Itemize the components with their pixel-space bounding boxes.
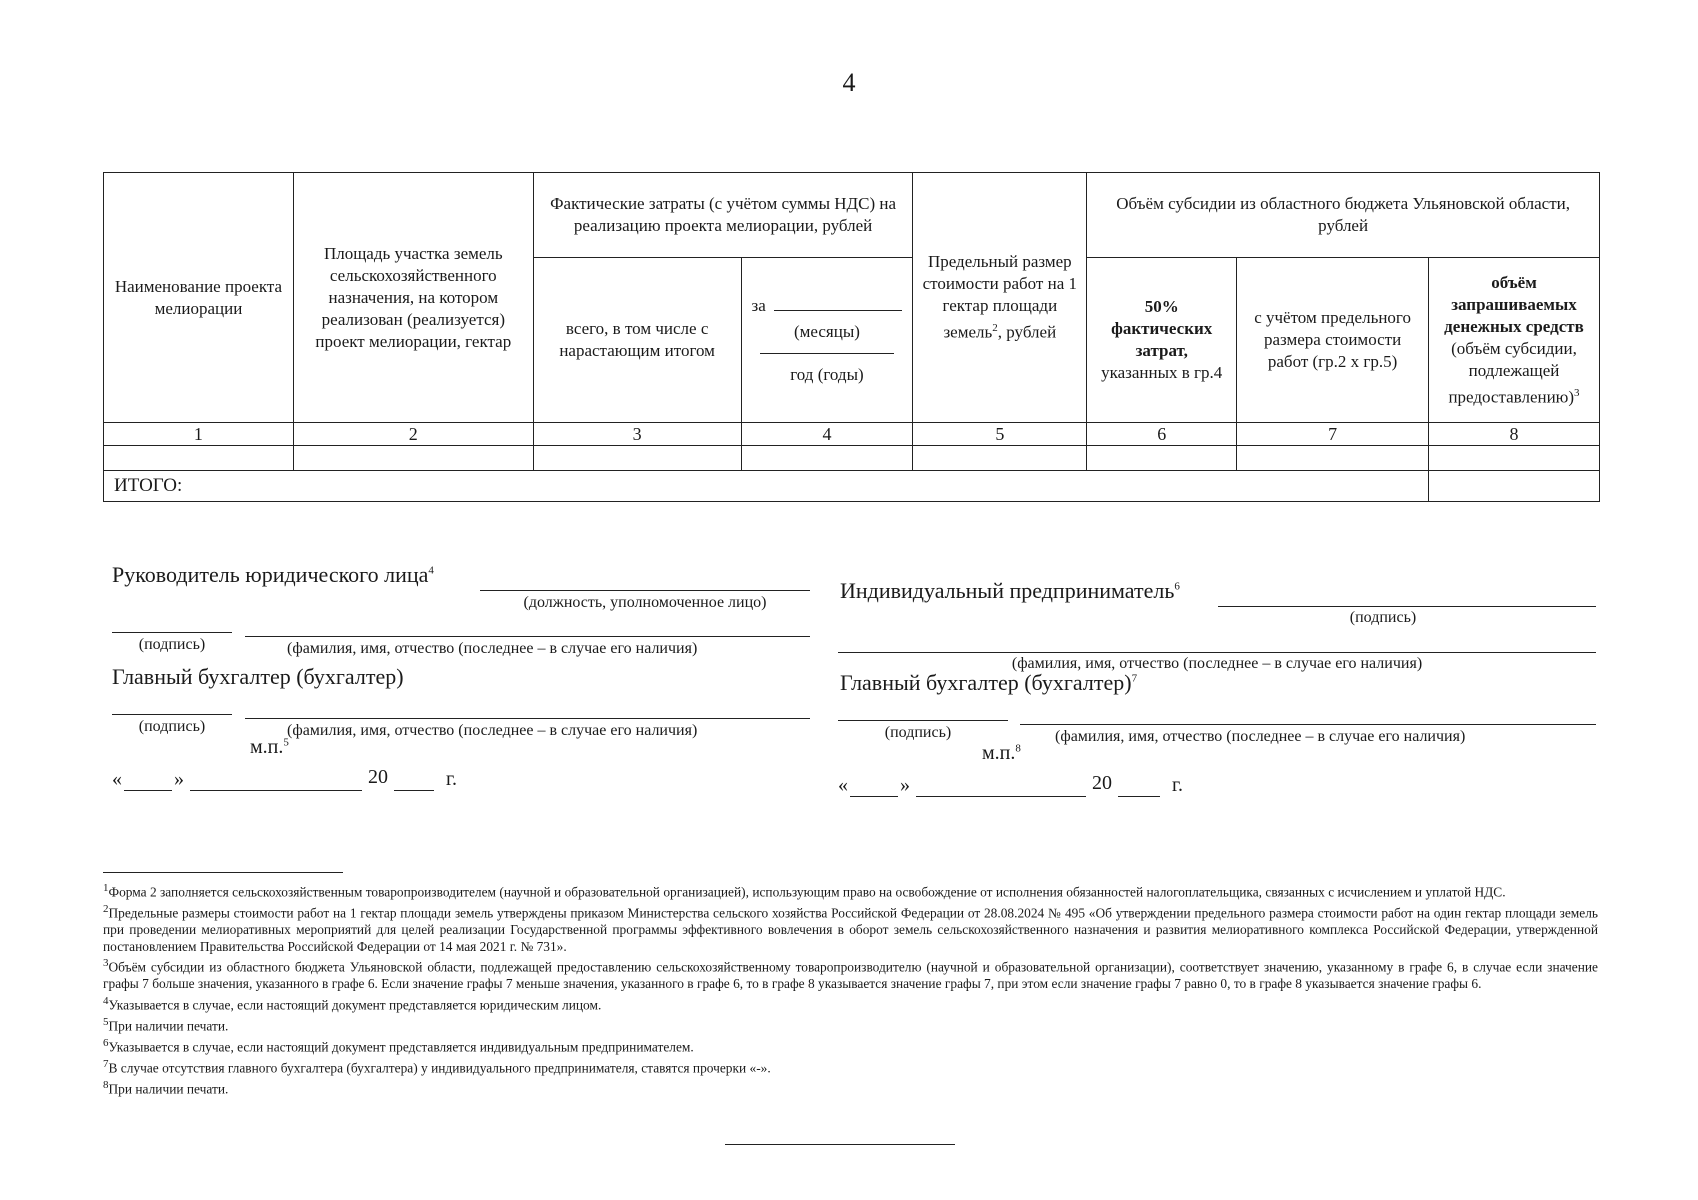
signature-caption: (подпись) [138, 636, 206, 653]
ip-date-row [838, 772, 1198, 802]
date-year-prefix: 20 [368, 766, 388, 788]
ip-date-quote-open: « [838, 774, 848, 796]
footnote-text: В случае отсутствия главного бухгалтера (бухгалтера) у индивидуального предпринимателя, ставятся прочерки «-». [108, 1060, 771, 1076]
footnote-text: Форма 2 заполняется сельскохозяйственным товаропроизводителем (научной и образовательной организацией), использующим право на освобождение от исполнения обязанностей налогоплательщика, связанных с исчислением и уплатой НДС. [108, 884, 1506, 900]
column-number: 7 [1237, 423, 1429, 446]
stamp-text: м.п. [250, 736, 284, 758]
accountant-signature-caption: (подпись) [138, 718, 206, 735]
header-fifty-percent-rest: указанных в гр.4 [1101, 363, 1223, 382]
column-number: 8 [1429, 423, 1600, 446]
period-divider [760, 353, 895, 354]
header-requested-bold: объём запрашиваемых денежных средств [1444, 272, 1584, 336]
footnote [103, 1077, 1598, 1098]
header-max-cost-text: Предельный размер стоимости работ на 1 гектар площади земель [922, 252, 1078, 342]
header-max-cost [913, 173, 1087, 423]
header-requested-funds [1429, 258, 1600, 423]
header-period-years: год (годы) [790, 364, 864, 384]
date-day-line[interactable] [124, 790, 172, 791]
table-cell[interactable] [741, 446, 913, 471]
ip-accountant-title [840, 670, 1137, 696]
header-actual-costs: Фактические затраты (с учётом суммы НДС) на реализацию проекта мелиорации, рублей [533, 173, 913, 258]
footnote [103, 1014, 1598, 1035]
footnote-number: 6 [103, 1037, 109, 1050]
total-row [104, 471, 1600, 502]
total-label: ИТОГО: [104, 471, 1429, 502]
ip-fio-caption: (фамилия, имя, отчество (последнее – в случае его наличия) [1011, 655, 1423, 672]
footnote-text: При наличии печати. [108, 1081, 229, 1097]
header-max-cost-tail: , рублей [997, 322, 1057, 342]
ip-signature-line[interactable] [1218, 606, 1596, 607]
ip-date-quote-close: » [900, 774, 910, 796]
ip-date-month-line[interactable] [916, 796, 1086, 797]
position-caption: (должность, уполномоченное лицо) [523, 594, 767, 611]
footnote-text: Указывается в случае, если настоящий документ представляется индивидуальным предпринимателем. [108, 1039, 694, 1055]
footnote [103, 1035, 1598, 1056]
fio-line[interactable] [245, 636, 810, 637]
head-title-text: Руководитель юридического лица [112, 562, 429, 587]
ip-date-year-prefix: 20 [1092, 772, 1112, 794]
footnote-text: Предельные размеры стоимости работ на 1 гектар площади земель утверждены приказом Министерства сельского хозяйства Российской Федерации от 28.08.2024 № 495 «Об утверждении предельного размера стоимости работ на один гектар площади земель при проведении мелиоративных мероприятий для целей реализации Государственной программы эффективного вовлечения в оборот земель сельскохозяйственного назначения и развития мелиоративного комплекса Российской Федерации, утвержденной постановлением Правительства Российской Федерации от 14 мая 2021 г. № 731». [103, 905, 1598, 954]
bottom-separator [725, 1144, 955, 1145]
header-period [741, 258, 913, 423]
accountant-title: Главный бухгалтер (бухгалтер) [112, 664, 404, 689]
ip-date-year-line[interactable] [1118, 796, 1160, 797]
footnotes [103, 880, 1598, 1098]
table-cell[interactable] [1237, 446, 1429, 471]
date-quote-close: » [174, 768, 184, 790]
ip-accountant-signature-caption: (подпись) [884, 724, 952, 741]
date-year-suffix: г. [446, 768, 457, 790]
footnote-number: 7 [103, 1058, 109, 1071]
accountant-fio-line[interactable] [245, 718, 810, 719]
column-number: 2 [293, 423, 533, 446]
header-with-max-cost: с учётом предельного размера стоимости работ (гр.2 x гр.5) [1237, 258, 1429, 423]
footnote-ref-5: 5 [283, 736, 289, 749]
footnote-text: Объём субсидии из областного бюджета Ульяновской области, подлежащей предоставлению сельскохозяйственному товаропроизводителю (научной и образовательной организации), соответствует значению, указанному в графе 6, в случае если значение графы 7 больше значения, указанного в графе 6. Если значение графы 7 меньше значения, указанного в графе 6, то в графе 8 указывается значение графы 7, при этом если значение графы 7 равно 0, то в графе 8 указывается значение графы 6. [103, 959, 1598, 992]
footnote-ref-6: 6 [1174, 580, 1180, 593]
head-title [112, 562, 434, 588]
footnote-separator [103, 872, 343, 873]
footnote-ref-2: 2 [992, 322, 998, 335]
date-row [112, 766, 472, 796]
table-row [104, 446, 1600, 471]
header-period-za: за [751, 295, 766, 315]
ip-signature-caption: (подпись) [1349, 609, 1417, 626]
footnote-text: Указывается в случае, если настоящий документ представляется юридическим лицом. [108, 997, 602, 1013]
footnote-ref-4: 4 [428, 564, 434, 577]
fio-caption: (фамилия, имя, отчество (последнее – в случае его наличия) [287, 640, 698, 657]
table-cell[interactable] [1087, 446, 1237, 471]
table-cell[interactable] [293, 446, 533, 471]
table-cell[interactable] [913, 446, 1087, 471]
footnote-number: 5 [103, 1016, 109, 1029]
footnote-ref-8: 8 [1015, 742, 1021, 755]
footnote-number: 8 [103, 1079, 109, 1092]
table-cell[interactable] [104, 446, 294, 471]
position-line[interactable] [480, 590, 810, 591]
period-blank-line [774, 296, 903, 311]
ip-title-text: Индивидуальный предприниматель [840, 578, 1175, 603]
footnote [103, 1056, 1598, 1077]
date-month-line[interactable] [190, 790, 362, 791]
column-number: 4 [741, 423, 913, 446]
header-project-name: Наименование проекта мелиорации [104, 173, 294, 423]
header-fifty-percent-bold: 50% фактических затрат, [1111, 297, 1213, 360]
column-number: 1 [104, 423, 294, 446]
header-fifty-percent [1087, 258, 1237, 423]
total-value-cell[interactable] [1429, 471, 1600, 502]
ip-stamp-text: м.п. [982, 742, 1016, 764]
ip-date-year-suffix: г. [1172, 774, 1183, 796]
header-area: Площадь участка земель сельскохозяйственного назначения, на котором реализован (реализуется) проект мелиорации, гектар [293, 173, 533, 423]
ip-accountant-fio-line[interactable] [1020, 724, 1596, 725]
page-number: 4 [842, 68, 856, 97]
column-number: 3 [533, 423, 741, 446]
column-number: 6 [1087, 423, 1237, 446]
ip-fio-line[interactable] [838, 652, 1596, 653]
footnote-number: 2 [103, 903, 109, 916]
ip-accountant-title-text: Главный бухгалтер (бухгалтер) [840, 670, 1132, 695]
footnote-ref-3: 3 [1574, 386, 1580, 399]
footnote-number: 4 [103, 994, 109, 1007]
header-requested-rest-text: (объём субсидии, подлежащей предоставлению) [1448, 338, 1577, 407]
table-cell[interactable] [533, 446, 741, 471]
footnote-text: При наличии печати. [108, 1018, 229, 1034]
date-quote-open: « [112, 768, 122, 790]
table-cell[interactable] [1429, 446, 1600, 471]
signature-line[interactable] [112, 632, 232, 633]
footnote [103, 955, 1598, 993]
footnote-number: 1 [103, 882, 109, 894]
column-number: 5 [913, 423, 1087, 446]
footnote [103, 901, 1598, 955]
column-numbers-row [104, 423, 1600, 446]
stamp-place [250, 736, 289, 759]
ip-accountant-fio-caption: (фамилия, имя, отчество (последнее – в случае его наличия) [1055, 728, 1466, 745]
footnote [103, 993, 1598, 1014]
ip-title [840, 578, 1180, 604]
footnote [103, 880, 1598, 901]
accountant-signature-line[interactable] [112, 714, 232, 715]
subsidy-table [103, 172, 1600, 502]
header-requested-rest [1434, 338, 1594, 409]
accountant-fio-caption: (фамилия, имя, отчество (последнее – в случае его наличия) [287, 722, 698, 739]
ip-date-day-line[interactable] [850, 796, 898, 797]
ip-stamp-place [982, 742, 1021, 765]
footnote-ref-7: 7 [1131, 672, 1138, 685]
header-period-months: (месяцы) [794, 321, 860, 341]
ip-accountant-signature-line[interactable] [838, 720, 1008, 721]
footnote-number: 3 [103, 957, 109, 970]
header-total-cumulative: всего, в том числе с нарастающим итогом [533, 258, 741, 423]
table-header-row-1 [104, 173, 1600, 258]
date-year-line[interactable] [394, 790, 434, 791]
header-subsidy-volume: Объём субсидии из областного бюджета Ульяновской области, рублей [1087, 173, 1600, 258]
